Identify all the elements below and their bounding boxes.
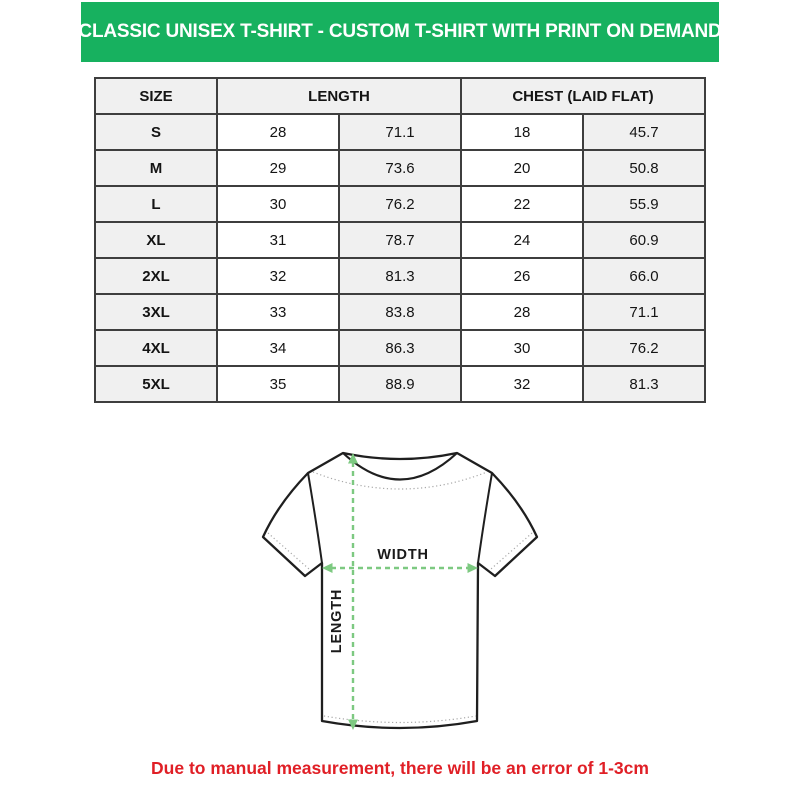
- chest-in-cell: 30: [461, 330, 583, 366]
- size-cell: M: [95, 150, 217, 186]
- table-row: [95, 366, 705, 402]
- size-cell: 3XL: [95, 294, 217, 330]
- table-header-row: [95, 78, 705, 114]
- chest-cm-cell: 55.9: [583, 186, 705, 222]
- chest-in-cell: 32: [461, 366, 583, 402]
- header-chest: CHEST (LAID FLAT): [461, 78, 705, 114]
- size-cell: 2XL: [95, 258, 217, 294]
- tshirt-outline: [263, 453, 537, 728]
- size-chart-table: [94, 77, 706, 403]
- table-row: [95, 222, 705, 258]
- length-cm-cell: 83.8: [339, 294, 461, 330]
- length-cm-cell: 78.7: [339, 222, 461, 258]
- chest-in-cell: 28: [461, 294, 583, 330]
- width-arrow-label: WIDTH: [377, 547, 429, 563]
- length-arrow-label: LENGTH: [329, 588, 345, 654]
- table-row: [95, 186, 705, 222]
- length-in-cell: 29: [217, 150, 339, 186]
- table-row: [95, 294, 705, 330]
- tshirt-diagram-svg: [250, 440, 550, 750]
- length-in-cell: 30: [217, 186, 339, 222]
- size-cell: S: [95, 114, 217, 150]
- chest-cm-cell: 50.8: [583, 150, 705, 186]
- size-cell: L: [95, 186, 217, 222]
- size-cell: 4XL: [95, 330, 217, 366]
- chest-cm-cell: 66.0: [583, 258, 705, 294]
- chest-in-cell: 20: [461, 150, 583, 186]
- chest-in-cell: 22: [461, 186, 583, 222]
- table-row: [95, 114, 705, 150]
- chest-cm-cell: 81.3: [583, 366, 705, 402]
- table-row: [95, 330, 705, 366]
- chest-in-cell: 26: [461, 258, 583, 294]
- length-cm-cell: 73.6: [339, 150, 461, 186]
- chest-cm-cell: 45.7: [583, 114, 705, 150]
- title-banner: [78, 2, 722, 62]
- length-in-cell: 33: [217, 294, 339, 330]
- length-cm-cell: 76.2: [339, 186, 461, 222]
- chest-cm-cell: 76.2: [583, 330, 705, 366]
- chest-in-cell: 24: [461, 222, 583, 258]
- measurement-error-note: Due to manual measurement, there will be an error of 1-3cm: [151, 758, 649, 778]
- length-cm-cell: 86.3: [339, 330, 461, 366]
- tshirt-measurement-diagram: [250, 440, 550, 750]
- page-title: CLASSIC UNISEX T-SHIRT - CUSTOM T-SHIRT WITH PRINT ON DEMAND: [78, 21, 722, 42]
- length-in-cell: 35: [217, 366, 339, 402]
- chest-in-cell: 18: [461, 114, 583, 150]
- table-row: [95, 258, 705, 294]
- header-size: SIZE: [95, 78, 217, 114]
- length-cm-cell: 81.3: [339, 258, 461, 294]
- length-in-cell: 28: [217, 114, 339, 150]
- length-in-cell: 34: [217, 330, 339, 366]
- chest-cm-cell: 71.1: [583, 294, 705, 330]
- header-length: LENGTH: [217, 78, 461, 114]
- length-in-cell: 31: [217, 222, 339, 258]
- size-cell: 5XL: [95, 366, 217, 402]
- length-cm-cell: 88.9: [339, 366, 461, 402]
- table-row: [95, 150, 705, 186]
- length-cm-cell: 71.1: [339, 114, 461, 150]
- chest-cm-cell: 60.9: [583, 222, 705, 258]
- length-in-cell: 32: [217, 258, 339, 294]
- size-cell: XL: [95, 222, 217, 258]
